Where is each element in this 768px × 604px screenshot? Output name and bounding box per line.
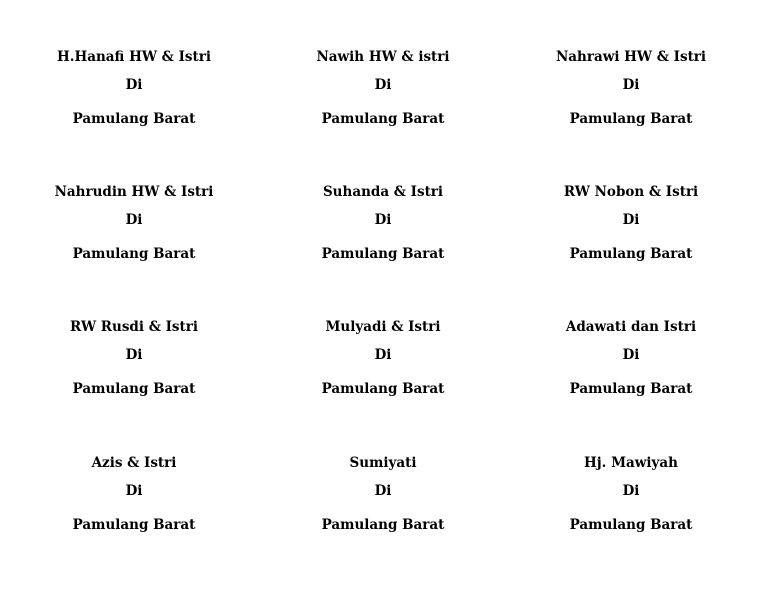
recipient-name: Adawati dan Istri xyxy=(565,319,697,335)
recipient-name: Nawih HW & istri xyxy=(316,49,450,65)
recipient-name: Hj. Mawiyah xyxy=(584,455,678,471)
recipient-address: Pamulang Barat xyxy=(72,246,196,262)
recipient-address: Pamulang Barat xyxy=(72,517,196,533)
preposition-di: Di xyxy=(125,77,143,93)
recipient-name: H.Hanafi HW & Istri xyxy=(57,49,211,65)
recipient-address: Pamulang Barat xyxy=(321,381,445,397)
recipient-address: Pamulang Barat xyxy=(569,246,693,262)
preposition-di: Di xyxy=(622,212,640,228)
preposition-di: Di xyxy=(374,483,392,499)
recipient-name: RW Nobon & Istri xyxy=(563,184,699,200)
preposition-di: Di xyxy=(125,212,143,228)
recipient-address: Pamulang Barat xyxy=(321,517,445,533)
recipient-name: Nahrudin HW & Istri xyxy=(54,184,214,200)
preposition-di: Di xyxy=(374,212,392,228)
recipient-name: Suhanda & Istri xyxy=(322,184,444,200)
recipient-name: Azis & Istri xyxy=(91,455,177,471)
recipient-address: Pamulang Barat xyxy=(569,111,693,127)
recipient-address: Pamulang Barat xyxy=(569,381,693,397)
recipient-address: Pamulang Barat xyxy=(321,246,445,262)
recipient-name: Mulyadi & Istri xyxy=(325,319,441,335)
preposition-di: Di xyxy=(125,483,143,499)
recipient-name: Sumiyati xyxy=(349,455,417,471)
recipient-name: Nahrawi HW & Istri xyxy=(555,49,707,65)
recipient-address: Pamulang Barat xyxy=(72,381,196,397)
recipient-name: RW Rusdi & Istri xyxy=(70,319,198,335)
preposition-di: Di xyxy=(374,77,392,93)
preposition-di: Di xyxy=(374,347,392,363)
preposition-di: Di xyxy=(622,483,640,499)
recipient-address: Pamulang Barat xyxy=(72,111,196,127)
preposition-di: Di xyxy=(622,347,640,363)
preposition-di: Di xyxy=(622,77,640,93)
preposition-di: Di xyxy=(125,347,143,363)
recipient-address: Pamulang Barat xyxy=(569,517,693,533)
recipient-address: Pamulang Barat xyxy=(321,111,445,127)
